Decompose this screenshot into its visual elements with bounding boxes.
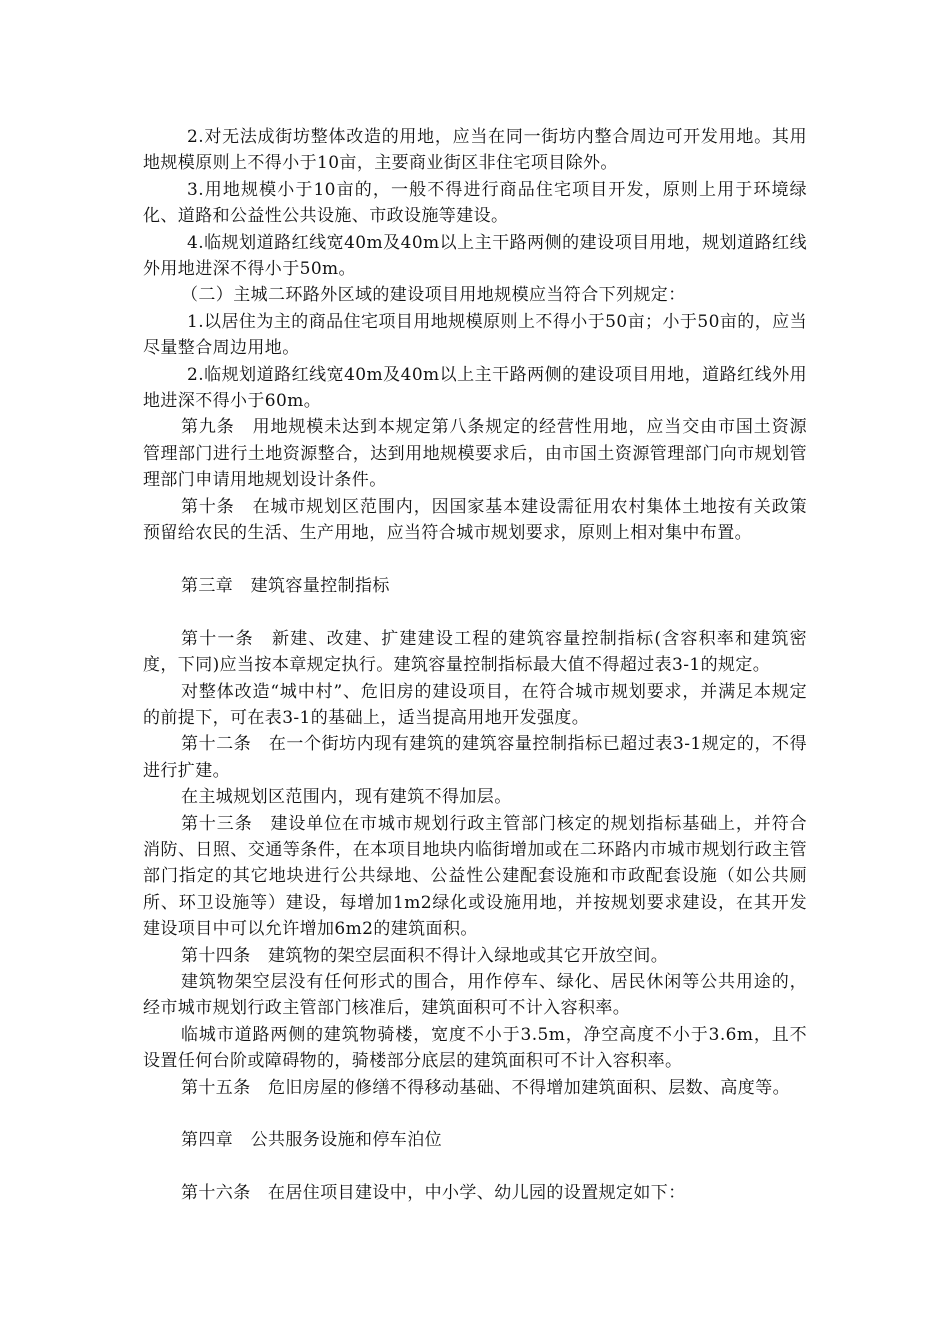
article-14-note-1: 建筑物架空层没有任何形式的围合，用作停车、绿化、居民休闲等公共用途的，经市城市规划行政主管部门核准后，建筑面积可不计入容积率。 (143, 971, 807, 1019)
chapter-3-heading: 第三章 建筑容量控制指标 (181, 575, 390, 596)
chapter-4-heading: 第四章 公共服务设施和停车泊位 (181, 1130, 442, 1151)
paragraph-item-4: 4.临规划道路红线宽40m及40m以上主干路两侧的建设项目用地，规划道路红线外用地进深不得小于50m。 (143, 232, 807, 280)
article-12: 第十二条 在一个街坊内现有建筑的建筑容量控制指标已超过表3-1规定的，不得进行扩建。 (143, 734, 807, 781)
paragraph-item-2: 2.对无法成街坊整体改造的用地，应当在同一街坊内整合周边可开发用地。其用地规模原则上不得小于10亩，主要商业街区非住宅项目除外。 (143, 127, 807, 174)
paragraph-item-1b: 1.以居住为主的商品住宅项目用地规模原则上不得小于50亩；小于50亩的，应当尽量整合周边用地。 (143, 311, 807, 359)
paragraph-section-2: （二）主城二环路外区域的建设项目用地规模应当符合下列规定： (181, 285, 686, 306)
article-12-note: 在主城规划区范围内，现有建筑不得加层。 (181, 787, 512, 808)
article-16: 第十六条 在居住项目建设中，中小学、幼儿园的设置规定如下： (181, 1183, 686, 1204)
article-11-note: 对整体改造“城中村”、危旧房的建设项目，在符合城市规划要求，并满足本规定的前提下，可在表3-1的基础上，适当提高用地开发强度。 (143, 681, 807, 728)
paragraph-item-3: 3.用地规模小于10亩的，一般不得进行商品住宅项目开发，原则上用于环境绿化、道路和公益性公共设施、市政设施等建设。 (143, 179, 807, 227)
document-body (143, 124, 807, 1207)
paragraph-item-2b: 2.临规划道路红线宽40m及40m以上主干路两侧的建设项目用地，道路红线外用地进深不得小于60m。 (143, 364, 807, 412)
article-15: 第十五条 危旧房屋的修缮不得移动基础、不得增加建筑面积、层数、高度等。 (181, 1077, 790, 1098)
article-10: 第十条 在城市规划区范围内，因国家基本建设需征用农村集体土地按有关政策预留给农民的生活、生产用地，应当符合城市规划要求，原则上相对集中布置。 (143, 496, 807, 544)
article-14: 第十四条 建筑物的架空层面积不得计入绿地或其它开放空间。 (181, 945, 669, 966)
article-13: 第十三条 建设单位在市城市规划行政主管部门核定的规划指标基础上，并符合消防、日照、交通等条件，在本项目地块内临街增加或在二环路内市城市规划行政主管部门指定的其它地块进行公共绿地、公益性公建配套设施和市政配套设施（如公共厕所、环卫设施等）建设，每增加1m2绿化或设施用地，并按规划要求建设，在其开发建设项目中可以允许增加6m2的建筑面积。 (143, 813, 807, 940)
article-14-note-2: 临城市道路两侧的建筑物骑楼，宽度不小于3.5m，净空高度不小于3.6m，且不设置任何台阶或障碍物的，骑楼部分底层的建筑面积可不计入容积率。 (143, 1024, 807, 1072)
article-9: 第九条 用地规模未达到本规定第八条规定的经营性用地，应当交由市国土资源管理部门进行土地资源整合，达到用地规模要求后，由市国土资源管理部门向市规划管理部门申请用地规划设计条件。 (143, 417, 807, 491)
article-11: 第十一条 新建、改建、扩建建设工程的建筑容量控制指标(含容积率和建筑密度，下同)应当按本章规定执行。建筑容量控制指标最大值不得超过表3-1的规定。 (143, 628, 807, 676)
